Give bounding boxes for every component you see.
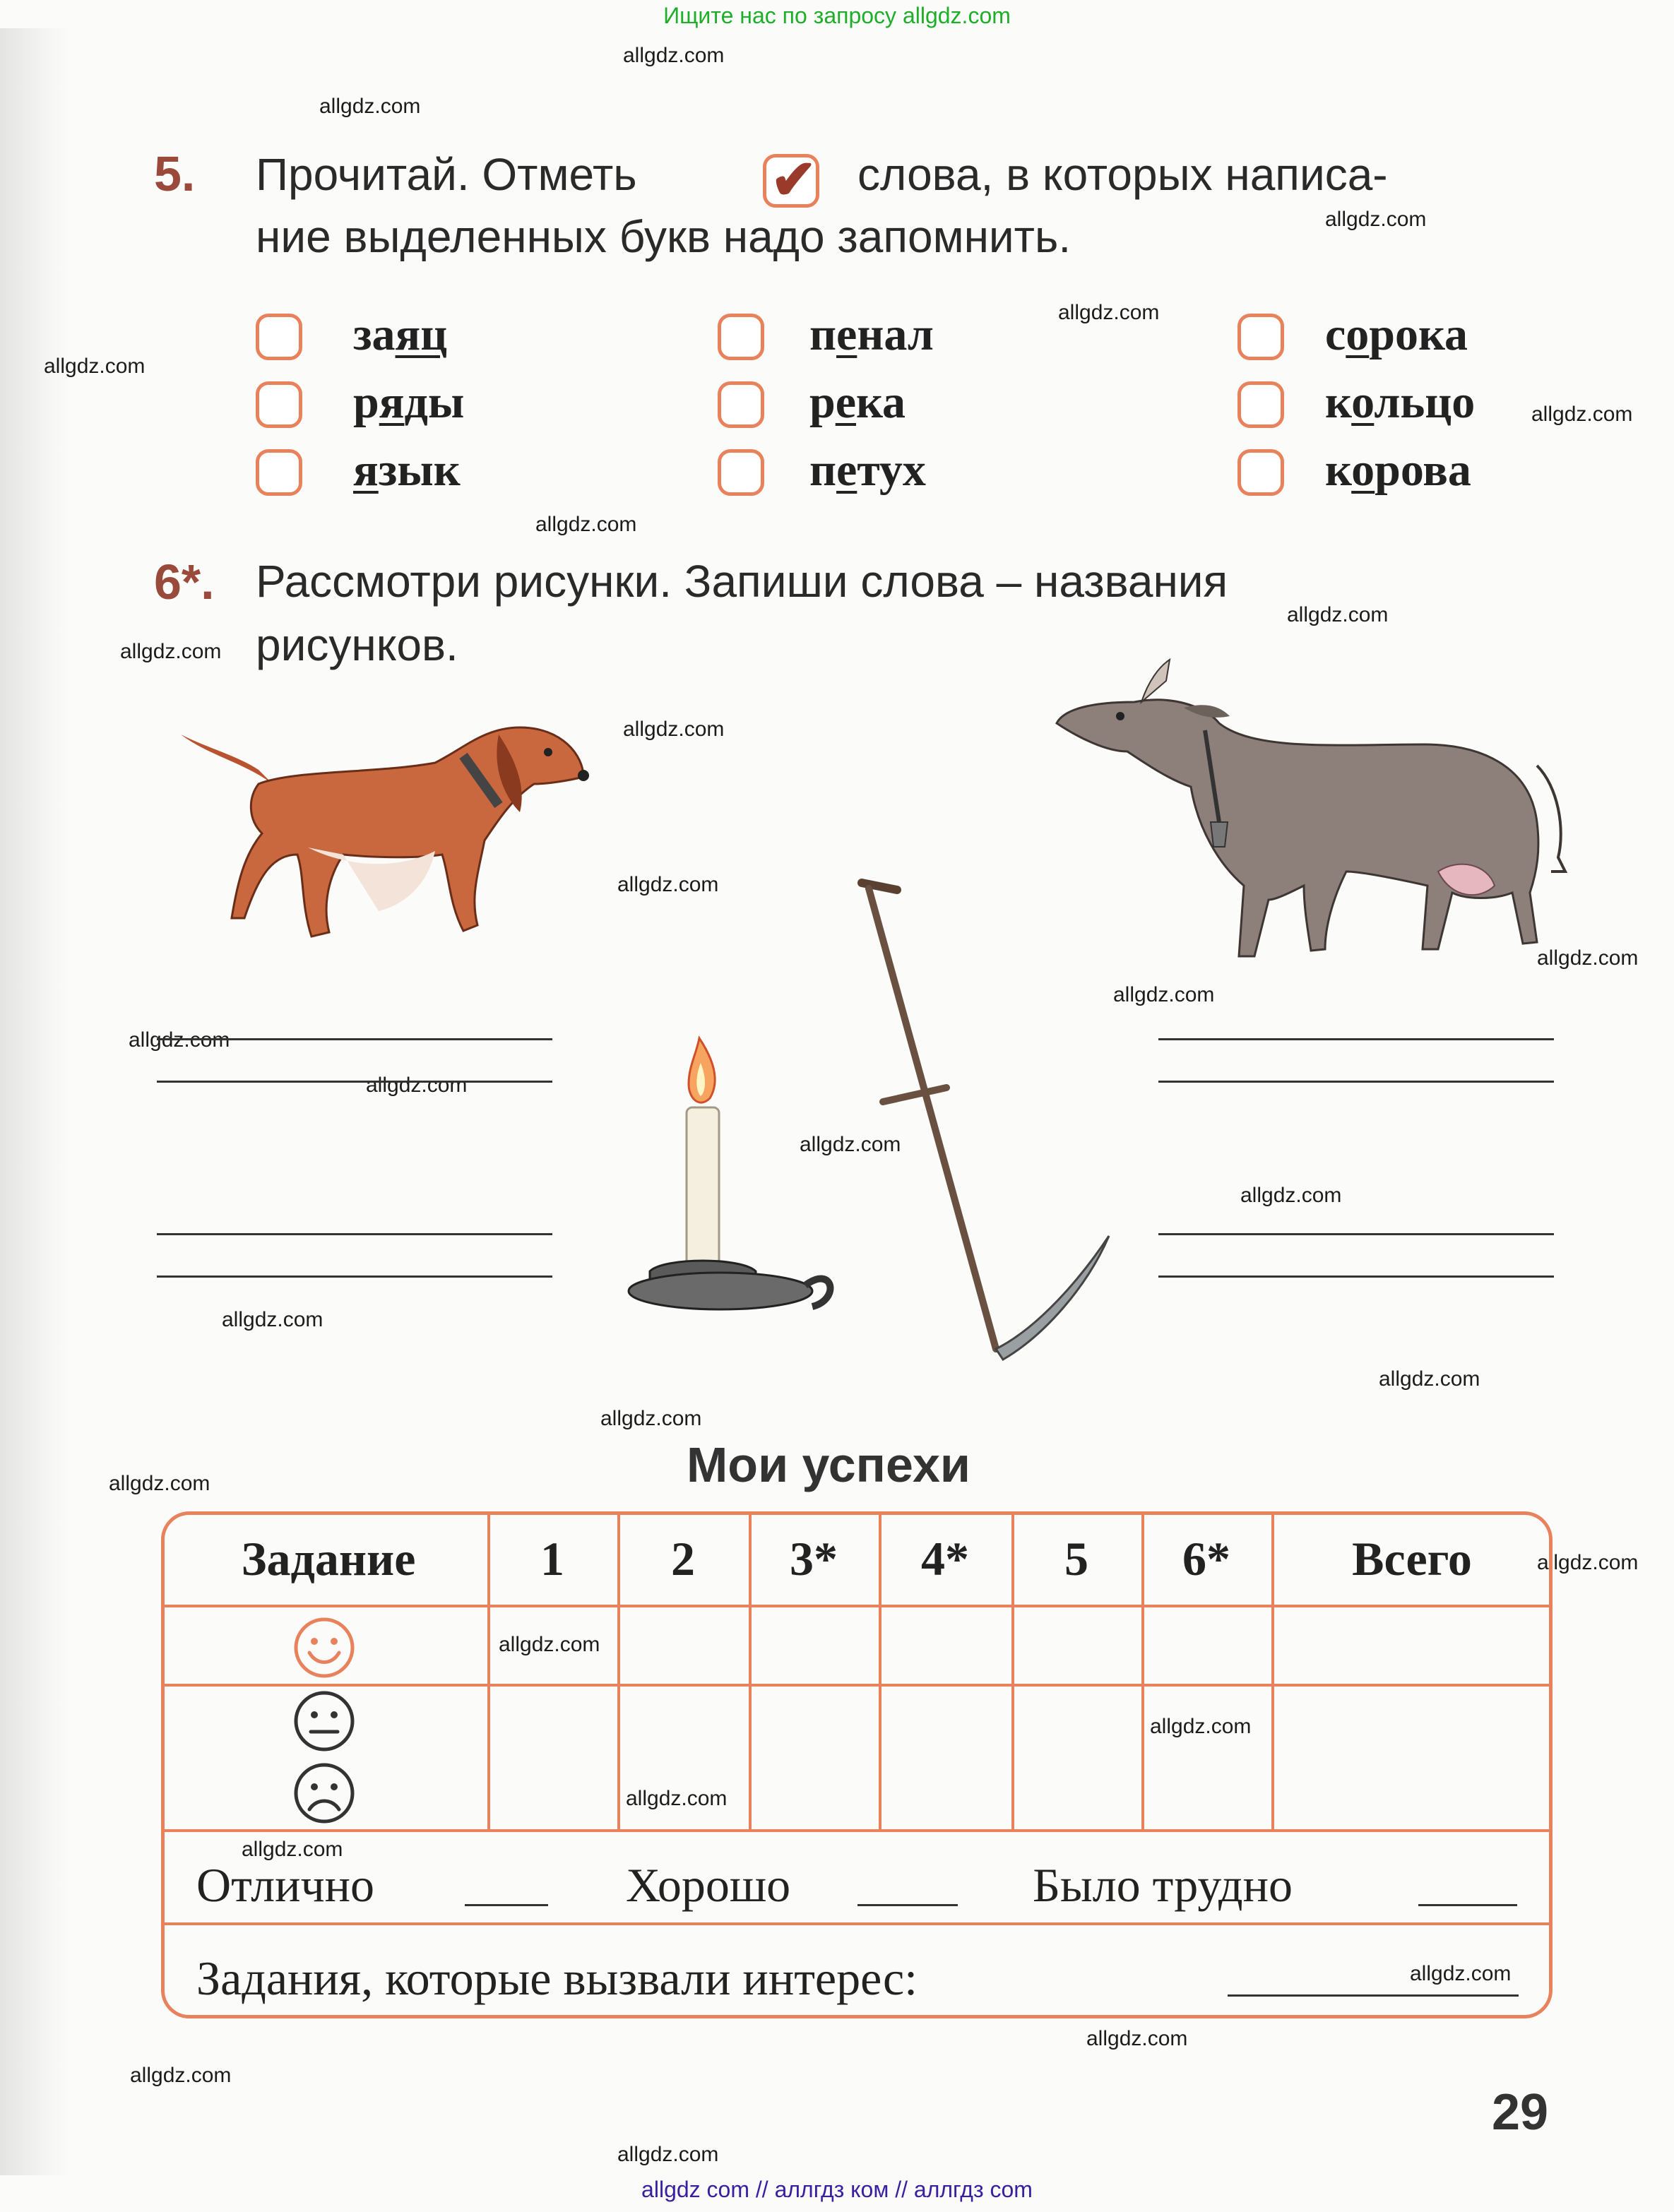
interest-blank[interactable]: [1228, 1994, 1519, 1997]
checkbox-word-3[interactable]: [256, 449, 302, 496]
page-gutter-shadow: [0, 28, 71, 2175]
watermark: allgdz.com: [800, 1133, 901, 1156]
word-9: корова: [1325, 444, 1471, 496]
excellent-label: Отлично: [196, 1858, 375, 1912]
answer-line[interactable]: [1158, 1038, 1554, 1040]
progress-table: [161, 1511, 1553, 2018]
watermark: allgdz.com: [1537, 1551, 1639, 1574]
watermark: allgdz.com: [600, 1407, 702, 1430]
watermark: allgdz.com: [1086, 2027, 1188, 2050]
word-2: ряды: [353, 376, 465, 428]
watermark: allgdz.com: [626, 1787, 728, 1810]
good-blank[interactable]: [857, 1904, 958, 1906]
dog-picture: [167, 706, 605, 953]
watermark: allgdz.com: [1287, 603, 1389, 626]
watermark: allgdz.com: [617, 2143, 719, 2166]
candle-picture: [622, 1031, 848, 1335]
header-1: 1: [540, 1532, 564, 1586]
sample-checkbox: [763, 148, 819, 210]
task-5-instruction-part2: слова, в которых написа-: [857, 149, 1388, 200]
hard-blank[interactable]: [1418, 1904, 1517, 1906]
header-total: Всего: [1352, 1532, 1472, 1586]
watermark: allgdz.com: [120, 640, 222, 663]
watermark: allgdz.com: [535, 513, 637, 536]
watermark: allgdz.com: [242, 1838, 343, 1861]
watermark: allgdz.com: [617, 873, 719, 896]
hard-label: Было трудно: [1033, 1858, 1293, 1912]
sad-face-icon: [292, 1761, 356, 1825]
task-6-number: 6*.: [154, 554, 215, 610]
watermark: allgdz.com: [1058, 301, 1160, 324]
answer-line[interactable]: [1158, 1233, 1554, 1235]
watermark: allgdz.com: [1113, 983, 1215, 1006]
checkbox-word-2[interactable]: [256, 381, 302, 428]
excellent-blank[interactable]: [465, 1904, 548, 1906]
answer-line[interactable]: [157, 1276, 552, 1278]
word-5: река: [809, 376, 906, 428]
watermark: allgdz.com: [1531, 403, 1633, 426]
header-5: 5: [1064, 1532, 1088, 1586]
watermark: allgdz.com: [623, 44, 725, 67]
word-7: сорока: [1325, 309, 1468, 360]
watermark: allgdz.com: [366, 1074, 468, 1097]
task-5-instruction-line2: ние выделенных букв надо запомнить.: [256, 211, 1072, 262]
watermark: allgdz.com: [319, 95, 421, 118]
watermark: allgdz.com: [1537, 946, 1639, 970]
watermark: allgdz.com: [1150, 1715, 1252, 1738]
neutral-face-icon: [292, 1689, 356, 1753]
watermark: allgdz.com: [1379, 1367, 1480, 1391]
check-icon: ✔: [771, 148, 817, 210]
checkbox-word-1[interactable]: [256, 314, 302, 360]
watermark: allgdz.com: [1240, 1184, 1342, 1207]
word-8: кольцо: [1325, 376, 1476, 428]
task-5-number: 5.: [154, 146, 196, 201]
answer-line[interactable]: [1158, 1081, 1554, 1083]
smile-face-icon: [292, 1616, 356, 1679]
watermark: allgdz.com: [222, 1308, 323, 1331]
word-4: пенал: [809, 309, 934, 360]
table-divider: [161, 1605, 1553, 1607]
watermark: allgdz.com: [1410, 1962, 1512, 1985]
table-divider: [161, 1684, 1553, 1687]
checkbox-word-5[interactable]: [718, 381, 764, 428]
word-1: заяц: [353, 309, 448, 360]
word-6: петух: [809, 444, 926, 496]
header-3: 3*: [790, 1532, 838, 1586]
watermark: allgdz.com: [130, 2064, 232, 2087]
header-2: 2: [671, 1532, 695, 1586]
page-number: 29: [1492, 2084, 1549, 2141]
checkbox-word-9[interactable]: [1237, 449, 1284, 496]
answer-line[interactable]: [157, 1081, 552, 1083]
answer-line[interactable]: [157, 1038, 552, 1040]
checkbox-word-8[interactable]: [1237, 381, 1284, 428]
watermark: allgdz.com: [1325, 208, 1427, 231]
watermark: allgdz.com: [129, 1028, 230, 1052]
word-3: язык: [353, 444, 461, 496]
table-divider: [161, 1829, 1553, 1832]
interest-label: Задания, которые вызвали интерес:: [196, 1951, 918, 2005]
watermark: allgdz.com: [44, 355, 146, 378]
checkbox-word-6[interactable]: [718, 449, 764, 496]
watermark: allgdz.com: [623, 718, 725, 741]
bottom-banner[interactable]: allgdz com // аллгдз ком // аллгдз com: [641, 2177, 1033, 2202]
checkbox-word-7[interactable]: [1237, 314, 1284, 360]
header-4: 4*: [921, 1532, 969, 1586]
top-banner[interactable]: Ищите нас по запросу allgdz.com: [663, 3, 1011, 28]
answer-line[interactable]: [157, 1233, 552, 1235]
watermark: allgdz.com: [109, 1472, 210, 1495]
task-5-instruction-part1: Прочитай. Отметь: [256, 149, 637, 200]
checkbox-word-4[interactable]: [718, 314, 764, 360]
task-6-instruction-line1: Рассмотри рисунки. Запиши слова – названия: [256, 556, 1228, 607]
progress-title: Мои успехи: [687, 1437, 970, 1492]
watermark: allgdz.com: [499, 1633, 600, 1656]
answer-line[interactable]: [1158, 1276, 1554, 1278]
header-task: Задание: [241, 1532, 416, 1586]
good-label: Хорошо: [626, 1858, 791, 1912]
scythe-picture: [798, 869, 1137, 1363]
task-6-instruction-line2: рисунков.: [256, 619, 458, 670]
header-6: 6*: [1182, 1532, 1230, 1586]
table-divider: [161, 1922, 1553, 1925]
